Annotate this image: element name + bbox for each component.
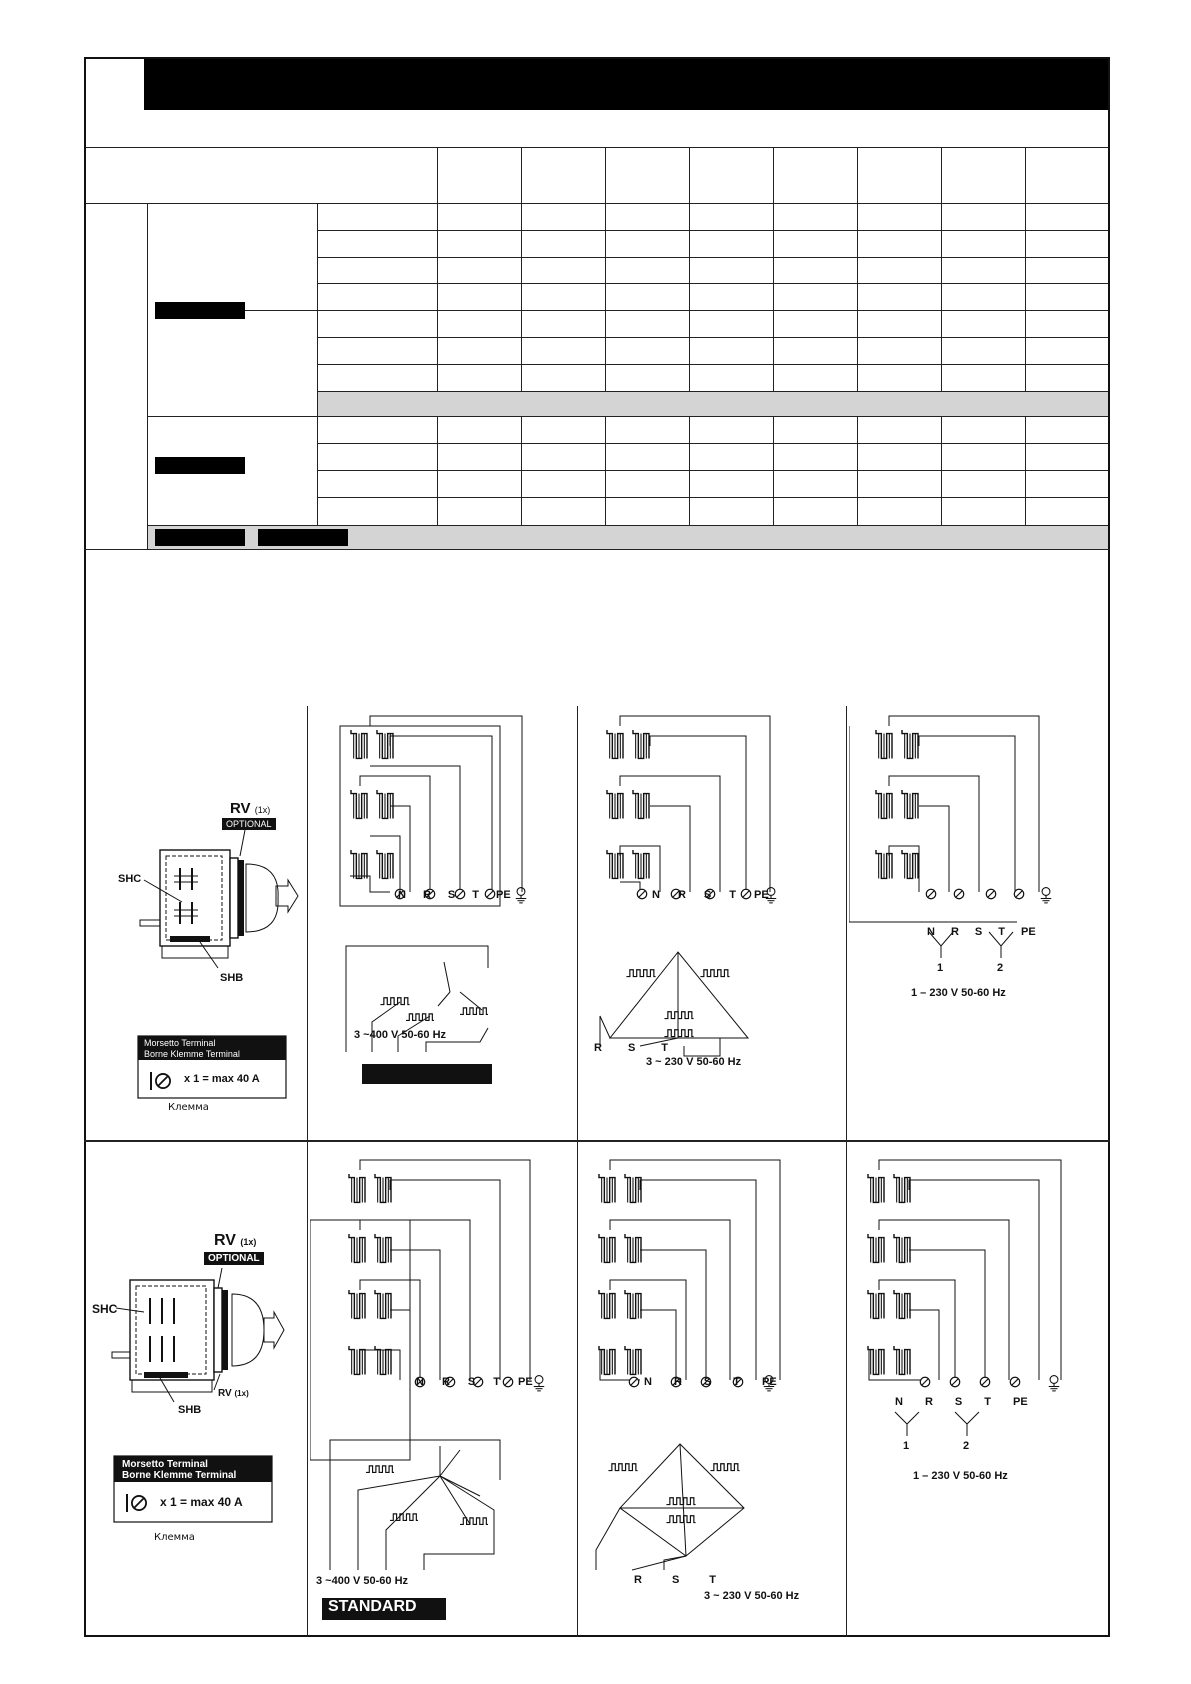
label-block xyxy=(258,529,348,546)
phase-t: T xyxy=(709,1574,717,1586)
terminal-s: S xyxy=(447,889,456,901)
shc-label: SHC xyxy=(118,873,142,885)
terminal-s: S xyxy=(703,889,712,901)
terminal-r: R xyxy=(677,889,686,901)
heater-sketch-top xyxy=(100,790,300,1130)
terminal-t: T xyxy=(493,1376,500,1388)
terminal-labels-single-bottom xyxy=(895,1396,1028,1408)
terminal-line-2: Borne Klemme Terminal xyxy=(144,1049,240,1059)
standard-badge: STANDARD xyxy=(328,1598,417,1615)
terminal-t: T xyxy=(998,926,1005,938)
terminal-pe: PE xyxy=(761,1376,777,1388)
star-voltage: 3 ~400 V 50-60 Hz xyxy=(316,1575,409,1587)
terminal-r: R xyxy=(924,1396,933,1408)
terminal-t: T xyxy=(984,1396,991,1408)
phase-s: S xyxy=(671,1574,680,1586)
phase-1: 1 xyxy=(937,962,944,974)
wiring-single-230v-bottom xyxy=(849,1150,1107,1636)
rv-label: RV xyxy=(230,800,251,817)
wiring-delta-230v-bottom xyxy=(580,1150,844,1636)
shb-label: SHB xyxy=(220,972,244,984)
terminal-rating: x 1 = max 40 A xyxy=(184,1073,260,1085)
terminal-r: R xyxy=(673,1376,682,1388)
shc-label: SHC xyxy=(92,1302,118,1316)
terminal-t: T xyxy=(472,889,479,901)
label-block xyxy=(155,529,245,546)
heater-sketch-bottom-svg xyxy=(90,1240,304,1560)
rv-qty: (1x) xyxy=(240,1237,257,1247)
terminal-n: N xyxy=(895,1396,903,1408)
single-voltage: 1 – 230 V 50-60 Hz xyxy=(913,1470,1008,1482)
phase-r: R xyxy=(594,1042,602,1054)
rv-label: RV xyxy=(214,1232,236,1249)
wiring-single-bottom-svg xyxy=(849,1150,1107,1636)
terminal-s: S xyxy=(467,1376,476,1388)
wiring-delta-svg xyxy=(580,706,844,1136)
terminal-labels-single xyxy=(927,926,1036,938)
terminal-s: S xyxy=(703,1376,712,1388)
klemma-label: Клемма xyxy=(154,1532,195,1543)
phase-t: T xyxy=(661,1042,669,1054)
label-block xyxy=(155,302,245,319)
terminal-labels-delta-bottom xyxy=(644,1376,777,1388)
header-bar xyxy=(86,59,1108,110)
terminal-labels-star-bottom xyxy=(416,1376,533,1388)
terminal-line-1: Morsetto Terminal xyxy=(122,1459,208,1470)
single-voltage: 1 – 230 V 50-60 Hz xyxy=(911,987,1006,999)
terminal-n: N xyxy=(652,889,660,901)
terminal-n: N xyxy=(398,889,406,901)
rv-qty-2: (1x) xyxy=(234,1389,249,1398)
terminal-rating: x 1 = max 40 A xyxy=(160,1495,243,1509)
terminal-labels-star xyxy=(398,889,511,901)
wiring-star-svg xyxy=(310,706,576,1136)
delta-phase-labels-bottom xyxy=(634,1574,716,1586)
terminal-s: S xyxy=(974,926,983,938)
terminal-line-2: Borne Klemme Terminal xyxy=(122,1470,237,1481)
phase-2: 2 xyxy=(997,962,1004,974)
terminal-r: R xyxy=(950,926,959,938)
terminal-line-1: Morsetto Terminal xyxy=(144,1038,216,1048)
standard-badge: STANDARD xyxy=(370,1050,454,1067)
terminal-pe: PE xyxy=(1020,926,1036,938)
klemma-label: Клемма xyxy=(168,1102,209,1113)
terminal-pe: PE xyxy=(517,1376,533,1388)
shb-label: SHB xyxy=(178,1404,202,1416)
header-number-box xyxy=(86,59,146,110)
terminal-pe: PE xyxy=(1012,1396,1028,1408)
phase-1: 1 xyxy=(903,1440,910,1452)
wiring-single-230v-top xyxy=(849,706,1107,1136)
phase-s: S xyxy=(627,1042,636,1054)
terminal-r: R xyxy=(422,889,431,901)
heater-sketch-bottom xyxy=(90,1232,304,1560)
terminal-pe: PE xyxy=(753,889,769,901)
terminal-t: T xyxy=(729,889,736,901)
star-voltage: 3 ~400 V 50-60 Hz xyxy=(354,1029,447,1041)
phase-2: 2 xyxy=(963,1440,970,1452)
wiring-star-400v-top xyxy=(310,706,576,1136)
delta-voltage: 3 ~ 230 V 50-60 Hz xyxy=(704,1590,800,1602)
wiring-delta-230v-top xyxy=(580,706,844,1136)
terminal-s: S xyxy=(954,1396,963,1408)
delta-phase-labels xyxy=(594,1042,668,1054)
optional-badge: OPTIONAL xyxy=(204,1252,264,1265)
phase-r: R xyxy=(634,1574,642,1586)
label-block xyxy=(155,457,245,474)
wiring-star-bottom-svg xyxy=(310,1150,576,1636)
optional-badge: OPTIONAL xyxy=(222,818,276,830)
wiring-single-svg xyxy=(849,706,1107,1136)
terminal-t: T xyxy=(733,1376,740,1388)
rv-qty: (1x) xyxy=(254,805,271,815)
wiring-delta-bottom-svg xyxy=(580,1150,844,1636)
terminal-labels-delta xyxy=(652,889,769,901)
wiring-star-400v-bottom xyxy=(310,1150,576,1636)
terminal-n: N xyxy=(416,1376,424,1388)
terminal-r: R xyxy=(441,1376,450,1388)
delta-voltage: 3 ~ 230 V 50-60 Hz xyxy=(646,1056,742,1068)
rv-label-2: RV xyxy=(218,1388,232,1399)
terminal-n: N xyxy=(927,926,935,938)
terminal-pe: PE xyxy=(495,889,511,901)
terminal-n: N xyxy=(644,1376,652,1388)
